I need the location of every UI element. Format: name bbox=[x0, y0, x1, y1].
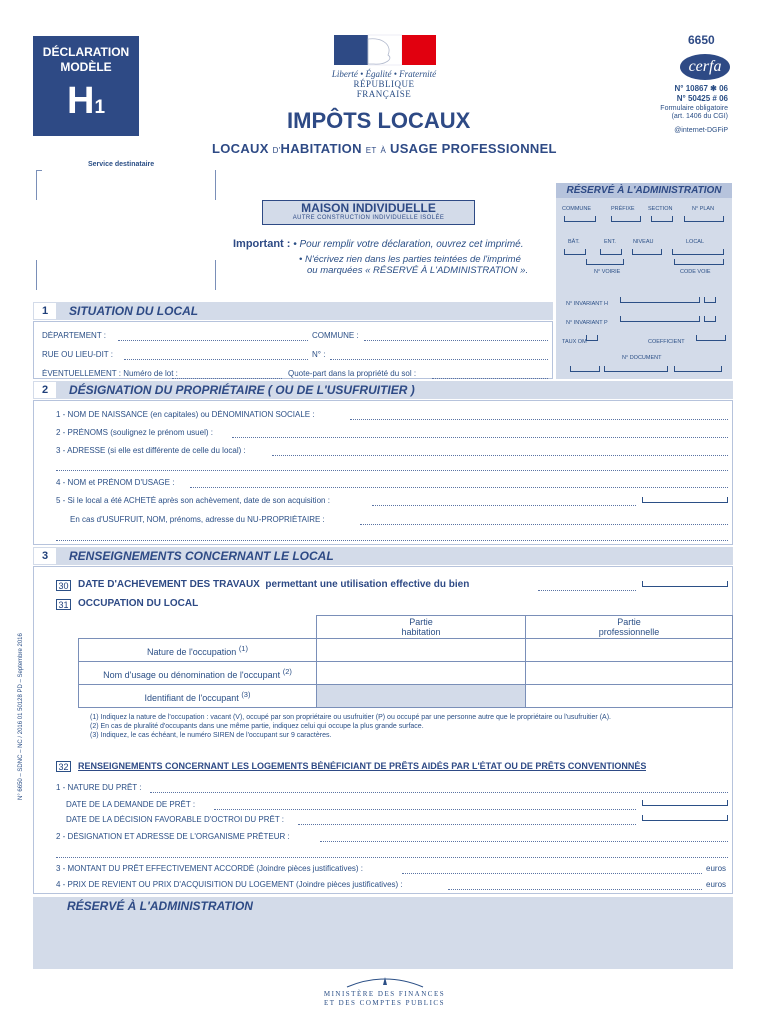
rue-label: RUE OU LIEU-DIT : bbox=[42, 350, 113, 359]
service-label: Service destinataire bbox=[88, 161, 155, 168]
admin-niveau-label: NIVEAU bbox=[633, 239, 654, 245]
admin-inv-p-label: N° INVARIANT P bbox=[566, 320, 608, 326]
admin-document-label: N° DOCUMENT bbox=[622, 355, 662, 361]
achevement-date-field[interactable] bbox=[642, 581, 728, 587]
nom-naissance-field[interactable] bbox=[350, 419, 728, 420]
nom-usage-label: 4 - NOM et PRÉNOM D'USAGE : bbox=[56, 478, 175, 487]
maison-title: MAISON INDIVIDUELLE bbox=[301, 201, 436, 215]
adresse-field[interactable] bbox=[272, 455, 728, 456]
usufruit-field[interactable] bbox=[360, 524, 728, 525]
admin-bottom-title: RÉSERVÉ À L'ADMINISTRATION bbox=[67, 899, 253, 913]
admin-code-voie-label: CODE VOIE bbox=[680, 269, 711, 275]
acquisition-label: 5 - Si le local a été ACHETÉ après son achèvement, date de son acquisition : bbox=[56, 496, 330, 505]
nom-naissance-label: 1 - NOM DE NAISSANCE (en capitales) ou DÉNOMINATION SOCIALE : bbox=[56, 410, 315, 419]
admin-bottom-box bbox=[33, 897, 733, 969]
section3-title: RENSEIGNEMENTS CONCERNANT LE LOCAL bbox=[69, 549, 334, 563]
motto: Liberté • Égalité • Fraternité bbox=[331, 69, 437, 79]
important-note: Important : • Pour remplir votre déclaration, ouvrez cet imprimé. bbox=[233, 238, 524, 250]
adresse-label: 3 - ADRESSE (si elle est différente de celle du local) : bbox=[56, 446, 246, 455]
demande-pret-dots bbox=[214, 809, 636, 810]
demande-pret-label: DATE DE LA DEMANDE DE PRÊT : bbox=[66, 800, 196, 809]
montant-field[interactable] bbox=[402, 873, 702, 874]
quote-part-label: Quote-part dans la propriété du sol : bbox=[288, 369, 417, 378]
service-address-area[interactable] bbox=[36, 170, 216, 290]
maison-subtitle: AUTRE CONSTRUCTION INDIVIDUELLE ISOLÉE bbox=[292, 215, 445, 221]
admin-commune-label: COMMUNE bbox=[562, 206, 592, 212]
ministere-logo-icon bbox=[345, 975, 425, 989]
admin-bat-label: BÂT. bbox=[568, 239, 580, 245]
section3-header bbox=[33, 547, 733, 565]
page-title: IMPÔTS LOCAUX bbox=[287, 108, 471, 133]
cerfa-numbers: N° 10867 ✱ 06 N° 50425 # 06 bbox=[674, 84, 728, 103]
demande-pret-date-field[interactable] bbox=[642, 800, 728, 806]
admin-prefixe-label: PRÉFIXE bbox=[611, 206, 635, 212]
decision-pret-label: DATE DE LA DÉCISION FAVORABLE D'OCTROI DU PRÊT : bbox=[66, 815, 285, 824]
admin-plan-label: N° PLAN bbox=[692, 206, 715, 212]
admin-voirie-label: N° VOIRIE bbox=[594, 269, 621, 275]
acquisition-date-field[interactable] bbox=[642, 497, 728, 503]
lot-label: ÉVENTUELLEMENT : Numéro de lot : bbox=[42, 369, 178, 378]
commune-field[interactable] bbox=[364, 340, 548, 341]
prix-field[interactable] bbox=[448, 889, 702, 890]
nature-pret-field[interactable] bbox=[150, 792, 728, 793]
organisme-field[interactable] bbox=[320, 841, 728, 842]
quote-part-field[interactable] bbox=[432, 378, 548, 379]
internet-tag: @internet-DGFiP bbox=[674, 127, 728, 134]
declaration-label: DÉCLARATION bbox=[42, 45, 130, 59]
section1-title: SITUATION DU LOCAL bbox=[69, 304, 199, 318]
section3-number: 3 bbox=[33, 547, 57, 565]
cerfa-logo: cerfa bbox=[680, 54, 730, 80]
prenoms-field[interactable] bbox=[232, 437, 728, 438]
usufruit-field-2[interactable] bbox=[56, 540, 728, 541]
republic-name: RÉPUBLIQUE FRANÇAISE bbox=[353, 79, 415, 99]
ministere-label: MINISTÈRE DES FINANCES ET DES COMPTES PUBLICS bbox=[323, 990, 446, 1007]
numero-label: N° : bbox=[312, 350, 326, 359]
footnotes: (1) Indiquez la nature de l'occupation : vacant (V), occupé par son propriétaire ou usufruitier (P) ou occupé par une personne autre que le propriétaire ou l'usufruitier (A). (2) En cas de pluralité d'occupants dans une même partie, indiquez celui qui occupe la plus grande surface. (3) Indiquez, le cas échéant, le numéro SIREN de l'occupant sur 9 caractères. bbox=[90, 714, 611, 739]
republique-logo bbox=[325, 33, 443, 101]
occupation-table bbox=[78, 615, 733, 708]
box-32: 32 bbox=[56, 761, 71, 772]
decision-pret-date-field[interactable] bbox=[642, 815, 728, 821]
identifiant-professionnelle-field[interactable] bbox=[526, 685, 733, 708]
item32-title: RENSEIGNEMENTS CONCERNANT LES LOGEMENTS BÉNÉFICIANT DE PRÊTS AIDÉS PAR L'ÉTAT OU DE PRÊTS CONVENTIONNÉS bbox=[78, 761, 647, 771]
admin-inv-h-label: N° INVARIANT H bbox=[566, 301, 609, 307]
admin-taux-label: TAUX OM bbox=[562, 339, 587, 345]
marianne-logo-icon bbox=[330, 33, 438, 67]
admin-reserved-box bbox=[556, 183, 732, 379]
occupant-habitation-field[interactable] bbox=[317, 662, 526, 685]
montant-label: 3 - MONTANT DU PRÊT EFFECTIVEMENT ACCORDÉ (Joindre pièces justificatives) : bbox=[56, 864, 364, 873]
section2-title: DÉSIGNATION DU PROPRIÉTAIRE ( OU DE L'USUFRUITIER ) bbox=[69, 383, 415, 397]
obligatory-note: Formulaire obligatoire (art. 1406 du CGI) bbox=[660, 105, 728, 120]
prix-euros: euros bbox=[706, 880, 727, 889]
organisme-field-2[interactable] bbox=[56, 857, 728, 858]
rue-field[interactable] bbox=[124, 359, 308, 360]
nature-habitation-field[interactable] bbox=[317, 639, 526, 662]
commune-label: COMMUNE : bbox=[312, 331, 359, 340]
admin-local-label: LOCAL bbox=[686, 239, 705, 245]
declaration-model-block bbox=[33, 36, 139, 136]
adresse-field-2[interactable] bbox=[56, 470, 728, 471]
row-nature: Nature de l'occupation $^{(1)}$ bbox=[79, 639, 317, 662]
acquisition-dots bbox=[372, 505, 636, 506]
item30-label: DATE D'ACHÈVEMENT DES TRAVAUX permettant une utilisation effective du bien bbox=[78, 579, 470, 590]
departement-field[interactable] bbox=[118, 340, 308, 341]
organisme-label: 2 - DÉSIGNATION ET ADRESSE DE L'ORGANISME PRÊTEUR : bbox=[56, 832, 290, 841]
vertical-reference: N° 6650 – SDNC – NC / 2016 01 50128 PD – Septembre 2016 bbox=[18, 633, 24, 800]
admin-section-label: SECTION bbox=[648, 206, 673, 212]
nature-pret-label: 1 - NATURE DU PRÊT : bbox=[56, 783, 142, 792]
form-code: 6650 bbox=[688, 33, 715, 47]
item30-dots bbox=[538, 590, 636, 591]
admin-reserved-title: RÉSERVÉ À L'ADMINISTRATION bbox=[556, 183, 732, 198]
usufruit-label: En cas d'USUFRUIT, NOM, prénoms, adresse du NU-PROPRIÉTAIRE : bbox=[70, 515, 325, 524]
maison-individuelle-box bbox=[262, 200, 475, 225]
section1-header bbox=[33, 302, 553, 320]
lot-field[interactable] bbox=[172, 378, 282, 379]
decision-pret-dots bbox=[298, 824, 636, 825]
nom-usage-field[interactable] bbox=[190, 487, 728, 488]
item31-label: OCCUPATION DU LOCAL bbox=[78, 598, 199, 609]
row-identifiant: Identifiant de l'occupant $^{(3)}$ bbox=[79, 685, 317, 708]
model-label: MODÈLE bbox=[60, 60, 112, 74]
prenoms-label: 2 - PRÉNOMS (soulignez le prénom usuel) : bbox=[56, 428, 213, 437]
important-note-2: • N'écrivez rien dans les parties teintées de l'imprimé ou marquées « RÉSERVÉ À L'ADMINISTRATION ». bbox=[299, 254, 529, 276]
admin-ent-label: ENT. bbox=[604, 239, 616, 245]
section2-number: 2 bbox=[33, 381, 57, 399]
row-nom-occupant: Nom d'usage ou dénomination de l'occupant $^{(2)}$ bbox=[79, 662, 317, 685]
col-habitation: Partie habitation bbox=[317, 616, 526, 639]
nature-professionnelle-field[interactable] bbox=[526, 639, 733, 662]
occupant-professionnelle-field[interactable] bbox=[526, 662, 733, 685]
page-subtitle: LOCAUX D'HABITATION ET À USAGE PROFESSIONNEL bbox=[212, 141, 557, 156]
col-professionnelle: Partie professionnelle bbox=[526, 616, 733, 639]
montant-euros: euros bbox=[706, 864, 727, 873]
box-31: 31 bbox=[56, 599, 71, 610]
departement-label: DÉPARTEMENT : bbox=[42, 331, 107, 340]
box-30: 30 bbox=[56, 580, 71, 591]
admin-coef-label: COEFFICIENT bbox=[648, 339, 685, 345]
prix-label: 4 - PRIX DE REVIENT OU PRIX D'ACQUISITION DU LOGEMENT (Joindre pièces justificatives) : bbox=[56, 880, 403, 889]
section2-header bbox=[33, 381, 733, 399]
model-code: H1 bbox=[66, 80, 106, 122]
identifiant-habitation-shaded bbox=[317, 685, 526, 708]
section1-number: 1 bbox=[33, 302, 57, 320]
numero-field[interactable] bbox=[330, 359, 548, 360]
